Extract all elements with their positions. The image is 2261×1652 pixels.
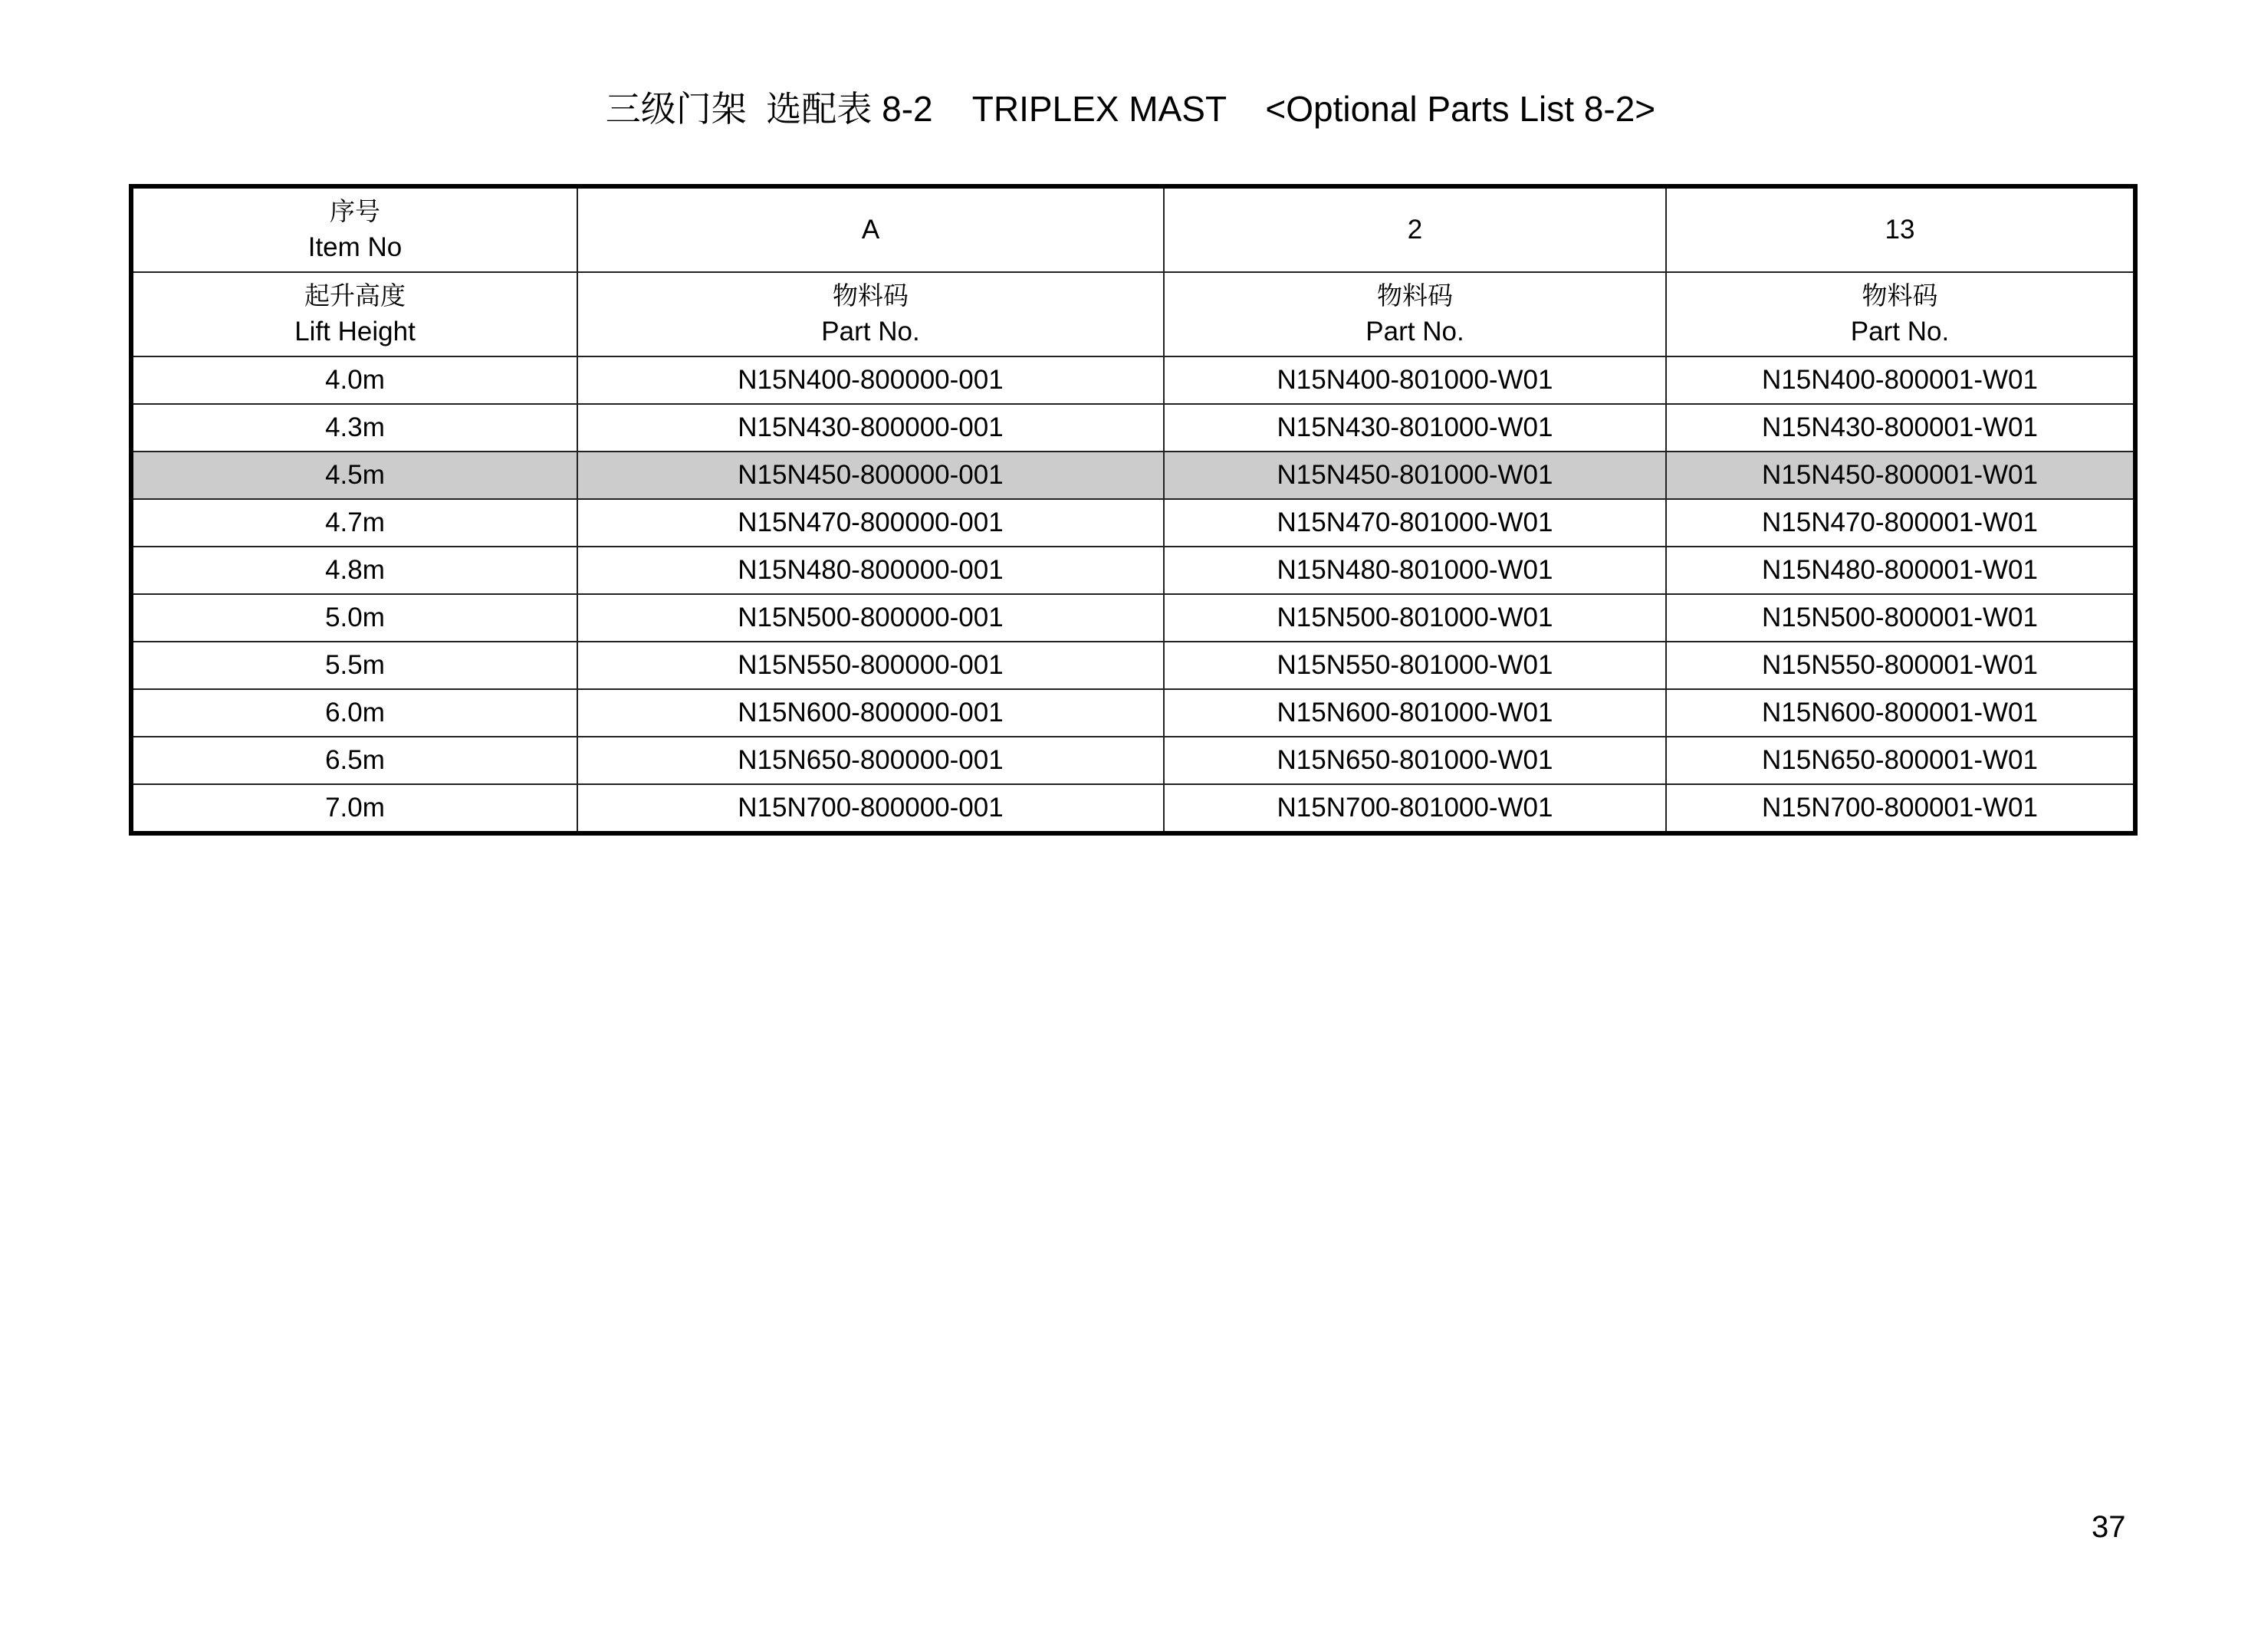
part-no-cell-a: N15N700-800000-001 xyxy=(577,784,1164,833)
part-no-cell-a: N15N650-800000-001 xyxy=(577,737,1164,784)
part-no-cell-2: N15N650-801000-W01 xyxy=(1164,737,1666,784)
part-no-cell-13: N15N400-800001-W01 xyxy=(1666,356,2135,404)
table-row xyxy=(131,356,2135,404)
part-no-cell-2: N15N600-801000-W01 xyxy=(1164,689,1666,737)
part-no-cell-13: N15N430-800001-W01 xyxy=(1666,404,2135,452)
part-no-cell-13: N15N480-800001-W01 xyxy=(1666,547,2135,594)
lift-height-header: 起升高度 Lift Height xyxy=(131,272,577,356)
part-no-cell-a: N15N400-800000-001 xyxy=(577,356,1164,404)
table-row xyxy=(131,642,2135,689)
lift-height-cell: 5.5m xyxy=(131,642,577,689)
part-no-cell-a: N15N430-800000-001 xyxy=(577,404,1164,452)
part-no-cell-2: N15N400-801000-W01 xyxy=(1164,356,1666,404)
lift-height-cell: 6.5m xyxy=(131,737,577,784)
part-no-cell-a: N15N450-800000-001 xyxy=(577,452,1164,499)
title-english: TRIPLEX MAST xyxy=(971,89,1227,129)
part-no-header: 物料码 Part No. xyxy=(1164,272,1666,356)
item-no-header: 序号 Item No xyxy=(131,186,577,272)
lift-height-cell: 4.7m xyxy=(131,499,577,547)
part-no-cell-2: N15N550-801000-W01 xyxy=(1164,642,1666,689)
part-no-cell-2: N15N450-801000-W01 xyxy=(1164,452,1666,499)
part-no-cell-2: N15N430-801000-W01 xyxy=(1164,404,1666,452)
lift-height-cell: 7.0m xyxy=(131,784,577,833)
part-number-header-row xyxy=(131,272,2135,356)
part-no-cell-13: N15N500-800001-W01 xyxy=(1666,594,2135,642)
table-row xyxy=(131,784,2135,833)
item-column-13: 13 xyxy=(1666,186,2135,272)
part-no-cell-13: N15N600-800001-W01 xyxy=(1666,689,2135,737)
part-no-cell-a: N15N470-800000-001 xyxy=(577,499,1164,547)
part-no-cell-13: N15N700-800001-W01 xyxy=(1666,784,2135,833)
table-row xyxy=(131,594,2135,642)
part-no-cell-2: N15N480-801000-W01 xyxy=(1164,547,1666,594)
part-no-cell-13: N15N450-800001-W01 xyxy=(1666,452,2135,499)
table-row xyxy=(131,499,2135,547)
lift-height-cell: 6.0m xyxy=(131,689,577,737)
table-row xyxy=(131,689,2135,737)
item-number-header-row xyxy=(131,186,2135,272)
part-no-cell-a: N15N480-800000-001 xyxy=(577,547,1164,594)
part-no-cell-a: N15N500-800000-001 xyxy=(577,594,1164,642)
part-no-header: 物料码 Part No. xyxy=(577,272,1164,356)
part-no-cell-2: N15N500-801000-W01 xyxy=(1164,594,1666,642)
title-subtitle: <Optional Parts List 8-2> xyxy=(1265,89,1656,129)
item-column-a: A xyxy=(577,186,1164,272)
lift-height-cell: 4.0m xyxy=(131,356,577,404)
part-no-cell-13: N15N470-800001-W01 xyxy=(1666,499,2135,547)
lift-height-cell: 5.0m xyxy=(131,594,577,642)
page-number: 37 xyxy=(2092,1510,2126,1544)
lift-height-cell: 4.3m xyxy=(131,404,577,452)
table-row xyxy=(131,547,2135,594)
part-no-cell-2: N15N470-801000-W01 xyxy=(1164,499,1666,547)
table-row xyxy=(131,452,2135,499)
title-chinese: 三级门架 选配表 8-2 xyxy=(605,89,933,129)
item-column-2: 2 xyxy=(1164,186,1666,272)
part-no-cell-2: N15N700-801000-W01 xyxy=(1164,784,1666,833)
part-no-cell-13: N15N650-800001-W01 xyxy=(1666,737,2135,784)
part-no-header: 物料码 Part No. xyxy=(1666,272,2135,356)
lift-height-cell: 4.5m xyxy=(131,452,577,499)
part-no-cell-13: N15N550-800001-W01 xyxy=(1666,642,2135,689)
optional-parts-table xyxy=(129,184,2138,836)
table-row xyxy=(131,404,2135,452)
part-no-cell-a: N15N550-800000-001 xyxy=(577,642,1164,689)
part-no-cell-a: N15N600-800000-001 xyxy=(577,689,1164,737)
page-title xyxy=(0,86,2261,132)
table-row xyxy=(131,737,2135,784)
lift-height-cell: 4.8m xyxy=(131,547,577,594)
